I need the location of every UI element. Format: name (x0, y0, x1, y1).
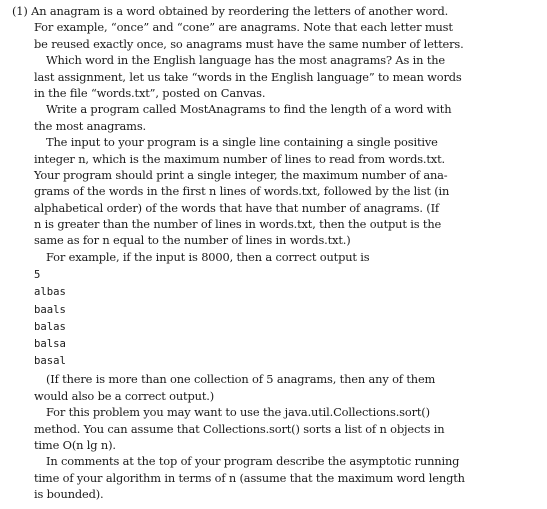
text-line: Write a program called MostAnagrams to find the length of a word with (46, 102, 452, 117)
text-line: method. You can assume that Collections.sort() sorts a list of n objects in (34, 421, 445, 436)
text-line: be reused exactly once, so anagrams must have the same number of letters. (34, 36, 464, 51)
text-line: in the file “words.txt”, posted on Canvas. (34, 85, 266, 100)
code-line: albas (34, 286, 66, 299)
text-line: For example, if the input is 8000, then a correct output is (46, 249, 370, 264)
code-line: balsa (34, 338, 66, 350)
text-line: time O(n lg n). (34, 437, 116, 452)
text-line: time of your algorithm in terms of n (assume that the maximum word length (34, 470, 465, 485)
text-line: last assignment, let us take “words in the English language” to mean words (34, 69, 462, 84)
code-line: 5 (34, 269, 41, 282)
code-line: baals (34, 303, 66, 316)
text-line: For example, “once” and “cone” are anagrams. Note that each letter must (34, 20, 453, 35)
code-line: balas (34, 320, 66, 333)
text-line: is bounded). (34, 487, 104, 502)
text-line: Your program should print a single integer, the maximum number of ana- (34, 167, 448, 182)
text-line: alphabetical order) of the words that have that number of anagrams. (If (34, 200, 440, 215)
text-line: would also be a correct output.) (34, 388, 215, 403)
example-output (12, 267, 540, 370)
text-line: In comments at the top of your program describe the asymptotic running (46, 454, 460, 469)
document-page (12, 3, 540, 503)
text-line: grams of the words in the first n lines of words.txt, followed by the list (in (34, 184, 450, 199)
text-line: integer n, which is the maximum number of lines to read from words.txt. (34, 151, 445, 166)
text-line: the most anagrams. (34, 118, 146, 133)
text-line: For this problem you may want to use the java.util.Collections.sort() (46, 405, 430, 420)
text-line: Which word in the English language has the most anagrams? As in the (46, 53, 446, 68)
text-line: n is greater than the number of lines in words.txt, then the output is the (34, 217, 442, 232)
code-line: basal (34, 355, 66, 368)
text-line: (1) An anagram is a word obtained by reordering the letters of another word. (12, 4, 449, 18)
text-line: The input to your program is a single line containing a single positive (46, 135, 438, 150)
text-line: same as for n equal to the number of lines in words.txt.) (34, 233, 351, 248)
text-line: (If there is more than one collection of 5 anagrams, then any of them (46, 372, 436, 387)
